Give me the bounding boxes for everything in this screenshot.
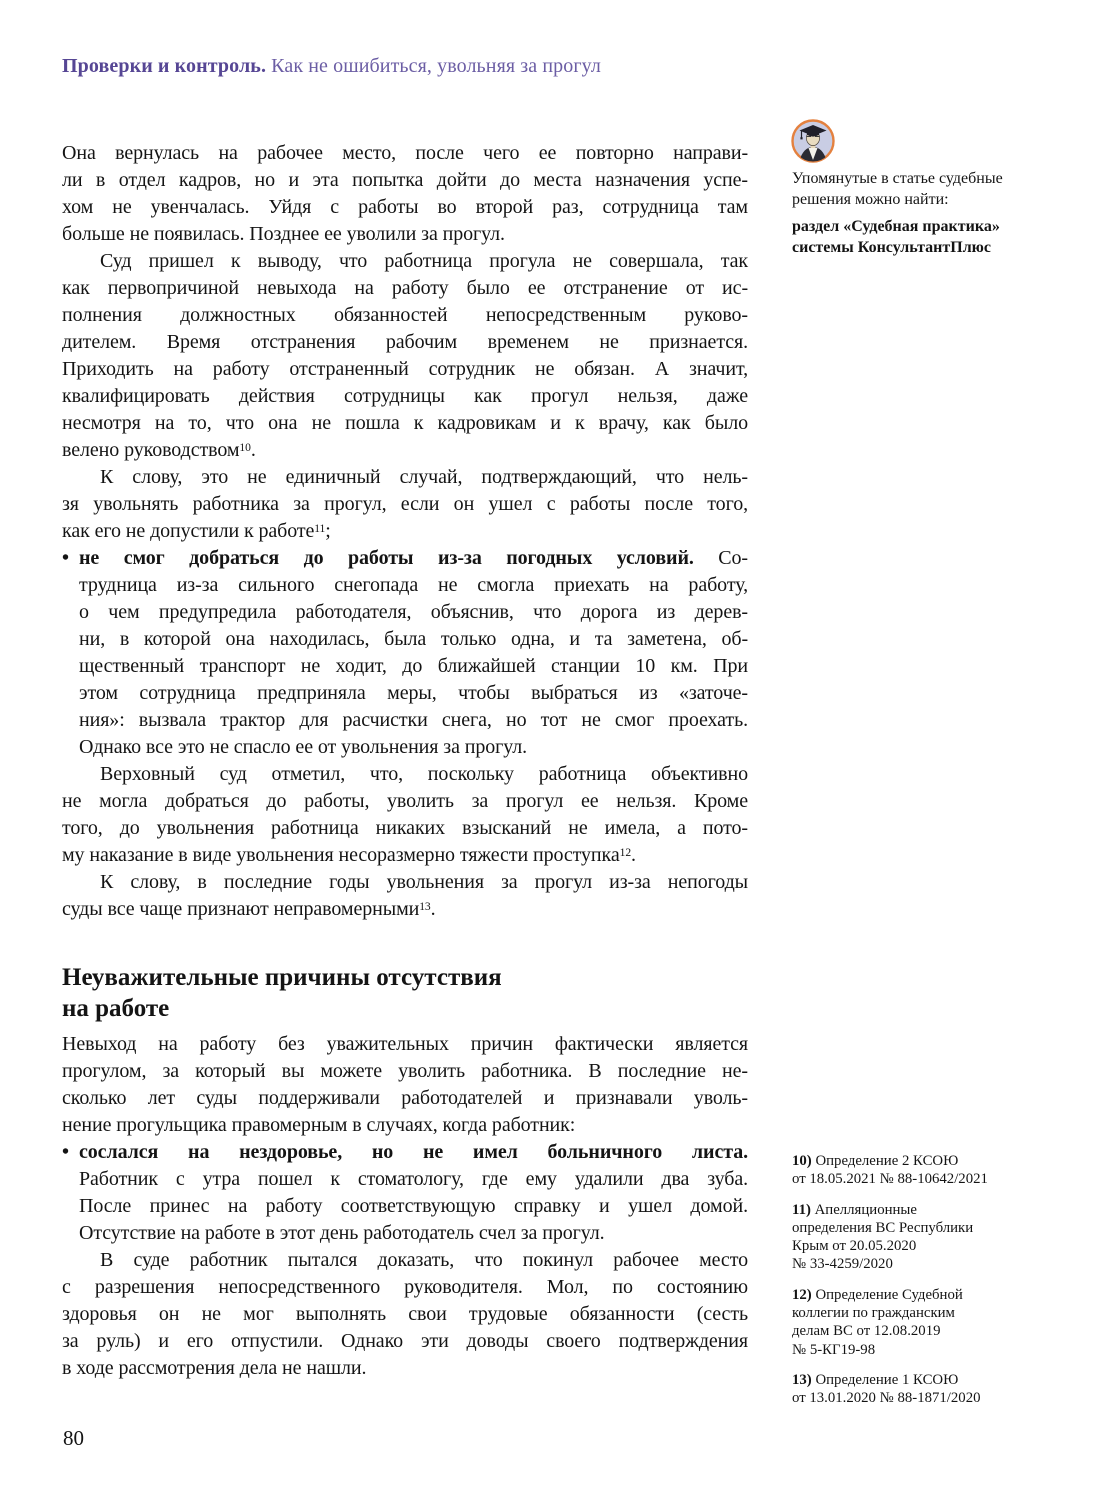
footnote-line: определения ВС Республики	[792, 1219, 974, 1236]
footnote-item	[792, 1201, 1050, 1274]
footnote-ref: 10	[239, 440, 251, 454]
text-line: щественный транспорт не ходит, до ближайшей станции 10 км. При	[79, 655, 748, 677]
footnote-line: № 33-4259/2020	[792, 1256, 893, 1273]
text-line: о чем предупредила работодателя, объяснив, что дорога из дерев-	[79, 601, 748, 623]
text-line: как первопричиной невыхода на работу было ее отстранение от ис-	[62, 277, 748, 299]
footnote-line: от 18.05.2021 № 88-10642/2021	[792, 1171, 988, 1188]
paragraph	[62, 1247, 748, 1382]
text-line: Невыход на работу без уважительных причин фактически является	[62, 1033, 748, 1055]
page-header	[62, 53, 601, 79]
footnote-line: 13) Определение 1 КСОЮ	[792, 1371, 959, 1388]
sidenote-bold-line: системы КонсультантПлюс	[792, 239, 991, 256]
bullet-paragraph	[62, 545, 748, 761]
footnote-line: 11) Апелляционные	[792, 1201, 917, 1218]
footnote-line: от 13.01.2020 № 88-1871/2020	[792, 1390, 981, 1407]
text-line: этом сотрудница предприняла меры, чтобы выбраться из «заточе-	[79, 682, 748, 704]
text-line: велено руководством$^{10}$.	[62, 439, 256, 461]
footnote-line: делам ВС от 12.08.2019	[792, 1323, 941, 1340]
footnote-item	[792, 1371, 1050, 1408]
text-line: ли в отдел кадров, но и эта попытка дойти до места назначения успе-	[62, 169, 748, 191]
text-line: как его не допустили к работе$^{11}$;	[62, 520, 331, 542]
bullet-marker: •	[62, 547, 69, 569]
footnote-line: № 5-КГ19-98	[792, 1341, 876, 1358]
paragraph	[62, 761, 748, 869]
rubric-label: Проверки и контроль.	[62, 55, 267, 77]
paragraph	[62, 1031, 748, 1139]
text-line: му наказание в виде увольнения несоразмерно тяжести проступка$^{12}$.	[62, 844, 636, 866]
footnote-line: коллегии по гражданским	[792, 1305, 955, 1322]
text-line: дителем. Время отстранения рабочим временем не признается.	[62, 331, 748, 353]
sidenote-line: Упомянутые в статье судебные	[792, 170, 1003, 187]
text-line: трудница из-за сильного снегопада не смогла приехать на работу,	[79, 574, 748, 596]
footnote-number: 13)	[792, 1371, 816, 1388]
text-line: Неуважительные причины отсутствия	[62, 964, 502, 991]
article-title: Как не ошибиться, увольняя за прогул	[266, 55, 601, 77]
text-line: в ходе рассмотрения дела не нашли.	[62, 1357, 367, 1379]
footnote-line: 10) Определение 2 КСОЮ	[792, 1153, 959, 1169]
footnote-item	[792, 1286, 1050, 1359]
sidenote-line: решения можно найти:	[792, 191, 949, 208]
sidenote	[792, 168, 1050, 258]
text-line: несмотря на то, что она не пошла к кадровикам и к врачу, как было	[62, 412, 748, 434]
footnote-ref: 11	[314, 521, 326, 535]
text-line: за руль) и его отпустили. Однако эти доводы своего подтверждения	[62, 1330, 748, 1352]
page-number: 80	[63, 1426, 84, 1450]
paragraph	[62, 248, 748, 464]
footnote-item	[792, 1152, 1050, 1189]
text-line: на работе	[62, 995, 170, 1022]
text-line: здоровья он не мог выполнять свои трудовые обязанности (сесть	[62, 1303, 748, 1325]
text-line: полнения должностных обязанностей непосредственным руково-	[62, 304, 748, 326]
judge-avatar-icon	[790, 118, 836, 164]
text-line: К слову, в последние годы увольнения за прогул из-за непогоды	[100, 871, 748, 893]
text-line: • сослался на нездоровье, но не имел больничного листа.	[62, 1139, 748, 1166]
text-line: сколько лет суды поддерживали работодателей и признавали уволь-	[62, 1087, 748, 1109]
text-line: больше не появилась. Позднее ее уволили за прогул.	[62, 223, 505, 245]
text-line: После принес на работу соответствующую справку и ушел домой.	[79, 1195, 748, 1217]
paragraph	[62, 869, 748, 923]
text-line: Верховный суд отметил, что, поскольку работница объективно	[100, 763, 748, 785]
text-line: ния»: вызвала трактор для расчистки снега, но тот не смог проехать.	[79, 709, 748, 731]
text-line: того, до увольнения работница никаких взысканий не имела, а пото-	[62, 817, 748, 839]
section-heading	[62, 962, 748, 1024]
sidenote-bold-line: раздел «Судебная практика»	[792, 218, 1000, 235]
text-line: зя увольнять работника за прогул, если он ушел с работы после того,	[62, 493, 748, 515]
text-line: ни, в которой она находилась, была только одна, и та заметена, об-	[79, 628, 748, 650]
bullet-marker: •	[62, 1141, 69, 1163]
text-line: нение прогульщика правомерным в случаях, когда работник:	[62, 1114, 576, 1136]
footnote-number: 11)	[792, 1201, 815, 1218]
text-line: • не смог добраться до работы из-за погодных условий. Со-	[62, 545, 748, 572]
paragraph	[62, 464, 748, 545]
text-line: Однако все это не спасло ее от увольнения за прогул.	[79, 736, 528, 758]
text-line: Отсутствие на работе в этот день работодатель счел за прогул.	[79, 1222, 605, 1244]
text-line: прогулом, за который вы можете уволить работника. В последние не-	[62, 1060, 748, 1082]
text-line: Приходить на работу отстраненный сотрудник не обязан. А значит,	[62, 358, 748, 380]
footnote-ref: 13	[419, 899, 431, 913]
text-line: Работник с утра пошел к стоматологу, где ему удалили два зуба.	[79, 1168, 748, 1190]
text-line: с разрешения непосредственного руководителя. Мол, по состоянию	[62, 1276, 748, 1298]
footnote-number: 12)	[792, 1286, 816, 1303]
text-line: К слову, это не единичный случай, подтверждающий, что нель-	[100, 466, 748, 488]
text-line: хом не увенчалась. Уйдя с работы во второй раз, сотрудница там	[62, 196, 748, 218]
footnotes-list	[792, 1152, 1050, 1420]
article-body	[62, 140, 748, 1382]
footnote-line: Крым от 20.05.2020	[792, 1238, 917, 1255]
footnote-ref: 12	[619, 845, 632, 859]
paragraph	[62, 140, 748, 248]
text-line: Она вернулась на рабочее место, после чего ее повторно направи-	[62, 142, 748, 164]
sidenote-text	[792, 168, 1050, 210]
sidenote-reference	[792, 216, 1050, 258]
text-line: суды все чаще признают неправомерными$^{13}$.	[62, 898, 436, 920]
footnote-number: 10)	[792, 1153, 816, 1169]
footnote-line: 12) Определение Судебной	[792, 1286, 963, 1303]
text-line: Суд пришел к выводу, что работница прогула не совершала, так	[100, 250, 748, 272]
text-line: В суде работник пытался доказать, что покинул рабочее место	[100, 1249, 748, 1271]
bullet-paragraph	[62, 1139, 748, 1247]
text-line: квалифицировать действия сотрудницы как прогул нельзя, даже	[62, 385, 748, 407]
text-line: не могла добраться до работы, уволить за прогул ее нельзя. Кроме	[62, 790, 748, 812]
